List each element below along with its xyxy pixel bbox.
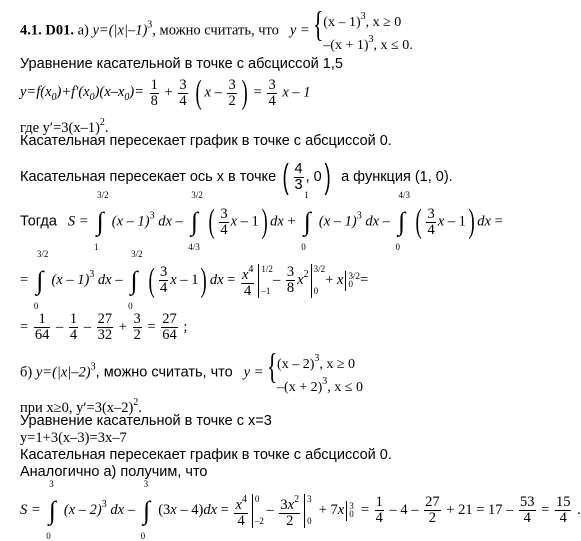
integral-icon: 4/3 ∫ 0 [395,190,411,252]
case-2: $-(x + 1)^3$, x ≤ 0. [323,34,413,53]
integral-icon: 3 ∫ 0 [46,478,56,541]
numeric-result-a: = $\frac{1}{64}$ – $\frac{1}{4}$ – $\frac{27}{32}$ + $\frac{3}{2}$ = $\frac{27}{64}$ ; [20,311,188,343]
piecewise-b: { (x – 2)$^3$, x ≥ 0 $-(x + 2)^3$, x ≤ 0 [267,346,363,395]
problem-number: 4.1. D01. [20,22,74,39]
integral-simplified: = 3/2 ∫ 0 (x – 1)$^3$ dx – 3/2 ∫ 0 ( $\frac{3}{4}$ x – 1) dx = $\frac{x^4}{4}$ 1/2 –1 – $\frac{3}{8}$ $x^2$ 3/2 0 + x 3/2 0 = [20,248,369,311]
intersect-axis-line: Касательная пересекает ось x в точке ( $\frac{4}{3}$ , 0) а функция (1, 0). [20,158,453,196]
exponent: 3 [147,19,153,31]
piecewise-a [313,4,413,54]
tangent-title: Уравнение касательной в точке с абсциссой 1,5 [20,56,343,72]
integral-icon: 3/2 ∫ 0 [128,248,143,311]
problem-header [20,4,413,54]
integral-icon: 1 ∫ 0 [301,190,311,252]
derivative-line: где $y'=3(x-1)^2$. [20,117,109,136]
y-equals: y = [289,22,310,39]
function-a: y=(|x|–1) [92,22,148,39]
integral-s-line: Тогда S = 3/2 ∫ 1 (x – 1)$^3$ dx – 3/2 ∫ 4/3 ( $\frac{3}{4}$ x – 1) dx + 1 ∫ 0 (x – 1)$^3$ dx – 4/3 ∫ 0 ( $\frac{3}{4}$ x – 1) dx = [20,190,503,252]
derivative-b: при x≥0, $y'=3(x-2)^2$. [20,397,142,416]
integral-icon: 3 ∫ 0 [140,478,151,541]
integral-icon: 3/2 ∫ 1 [94,190,109,252]
brace-icon: { [313,4,324,44]
case-1: (x – 1)$^3$, x ≥ 0 [323,11,402,30]
consider-text: , можно считать, что [152,22,279,39]
intersect-graph-a: Касательная пересекает график в точке с абсциссой 0. [20,133,392,149]
tangent-title-b: Уравнение касательной в точке с x=3 [20,413,272,429]
part-b-header: б) $y=(|x|-2)^3$, можно считать, что y = { (x – 2)$^3$, x ≥ 0 $-(x + 2)^3$, x ≤ 0 [20,346,363,395]
paren-open-icon: ( [195,74,202,111]
tangent-equation-b: y=1+3(x–3)=3x–7 [20,430,127,446]
integral-icon: 3/2 ∫ 4/3 [188,190,203,252]
tangent-equation: $y=f(x_0)+f'(x_0)(x-x_0)=$ $\frac{1}{8}$ + $\frac{3}{4}$ ( x – $\frac{3}{2}$ ) = $\frac{3}{4}$ x – 1 [20,74,311,111]
paren-close-icon: ) [241,74,248,111]
brace-icon: { [267,346,278,386]
analog-text: Аналогично а) получим, что [20,464,208,480]
intersect-graph-b: Касательная пересекает график в точке с абсциссой 0. [20,447,392,463]
integral-icon: 3/2 ∫ 0 [33,248,49,311]
final-integral: S = 3 ∫ 0 (x – 2)$^3$ dx – 3 ∫ 0 (3x – 4)dx = $\frac{x^4}{4}$ 0 –2 – $\frac{3x^2}{2}$ 3 0 + 7x 3 0 = $\frac{1}{4}$ – 4 – $\frac{27}{2}$ + 21 = 17 – $\frac{53}{4}$ = $\frac{15}{4}$ . [20,478,581,541]
part-a-label: а) [77,22,89,39]
